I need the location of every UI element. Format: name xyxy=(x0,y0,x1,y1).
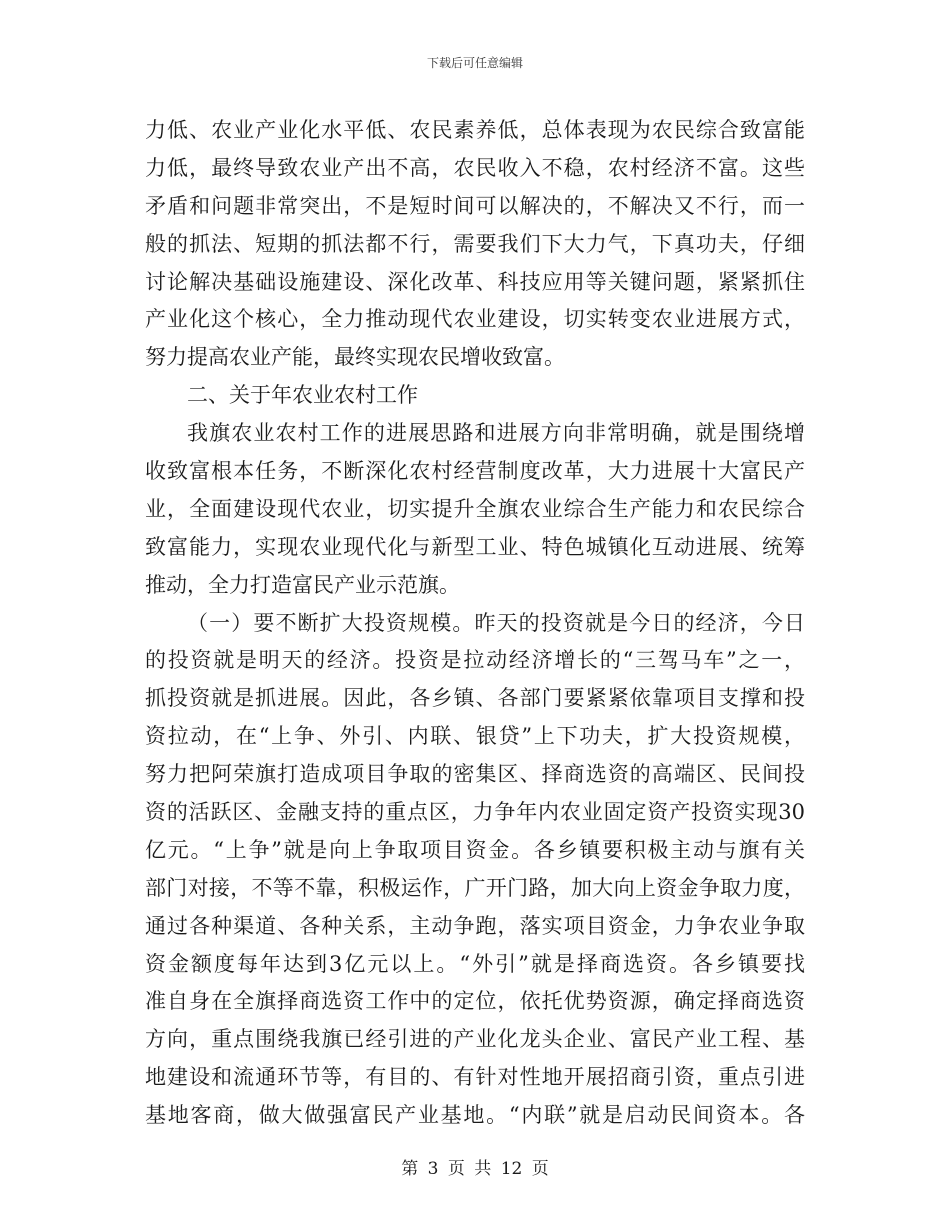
text-line: 讨论解决基础设施建设、深化改革、科技应用等关键问题，紧紧抓住 xyxy=(145,269,805,294)
page-number-footer: 第 3 页 共 12 页 xyxy=(401,1159,549,1179)
text-line: 般的抓法、短期的抓法都不行，需要我们下大力气，下真功夫，仔细 xyxy=(145,231,805,256)
text-line: 努力提高农业产能，最终实现农民增收致富。 xyxy=(145,345,565,370)
text-line: 的投资就是明天的经济。投资是拉动经济增长的“三驾马车”之一， xyxy=(145,648,805,673)
text-line: 推动，全力打造富民产业示范旗。 xyxy=(145,572,460,597)
text-line: 准自身在全旗择商选资工作中的定位，依托优势资源，确定择商选资 xyxy=(145,989,805,1014)
text-line: 部门对接，不等不靠，积极运作，广开门路，加大向上资金争取力度， xyxy=(145,875,805,900)
text-line: 资拉动，在“上争、外引、内联、银贷”上下功夫，扩大投资规模， xyxy=(145,724,805,749)
text-line: 我旗农业农村工作的进展思路和进展方向非常明确，就是围绕增 xyxy=(187,421,805,446)
text-line: 资金额度每年达到3亿元以上。“外引”就是择商选资。各乡镇要找 xyxy=(145,951,805,976)
page-header: 下载后可任意编辑 xyxy=(426,56,523,70)
text-line: 努力把阿荣旗打造成项目争取的密集区、择商选资的高端区、民间投 xyxy=(145,762,805,787)
text-line: 收致富根本任务，不断深化农村经营制度改革，大力进展十大富民产 xyxy=(145,459,805,484)
text-line: 资的活跃区、金融支持的重点区，力争年内农业固定资产投资实现30 xyxy=(145,800,805,825)
text-line: （一）要不断扩大投资规模。昨天的投资就是今日的经济，今日 xyxy=(187,610,805,635)
text-line: 地建设和流通环节等，有目的、有针对性地开展招商引资，重点引进 xyxy=(145,1065,805,1090)
text-line: 基地客商，做大做强富民产业基地。“内联”就是启动民间资本。各 xyxy=(145,1103,805,1128)
text-line: 亿元。“上争”就是向上争取项目资金。各乡镇要积极主动与旗有关 xyxy=(145,837,805,862)
text-line: 抓投资就是抓进展。因此，各乡镇、各部门要紧紧依靠项目支撑和投 xyxy=(145,686,805,711)
text-line: 矛盾和问题非常突出，不是短时间可以解决的，不解决又不行，而一 xyxy=(145,193,805,218)
text-line: 力低，最终导致农业产出不高，农民收入不稳，农村经济不富。这些 xyxy=(145,155,805,180)
text-line: 业，全面建设现代农业，切实提升全旗农业综合生产能力和农民综合 xyxy=(145,496,805,521)
text-line: 力低、农业产业化水平低、农民素养低，总体表现为农民综合致富能 xyxy=(145,118,805,142)
document-body xyxy=(145,112,805,1135)
text-line: 方向，重点围绕我旗已经引进的产业化龙头企业、富民产业工程、基 xyxy=(145,1027,805,1052)
text-line: 通过各种渠道、各种关系，主动争跑，落实项目资金，力争农业争取 xyxy=(145,913,805,938)
section-heading: 二、关于年农业农村工作 xyxy=(187,383,418,408)
text-line: 产业化这个核心，全力推动现代农业建设，切实转变农业进展方式， xyxy=(145,307,805,332)
text-line: 致富能力，实现农业现代化与新型工业、特色城镇化互动进展、统筹 xyxy=(145,534,805,559)
